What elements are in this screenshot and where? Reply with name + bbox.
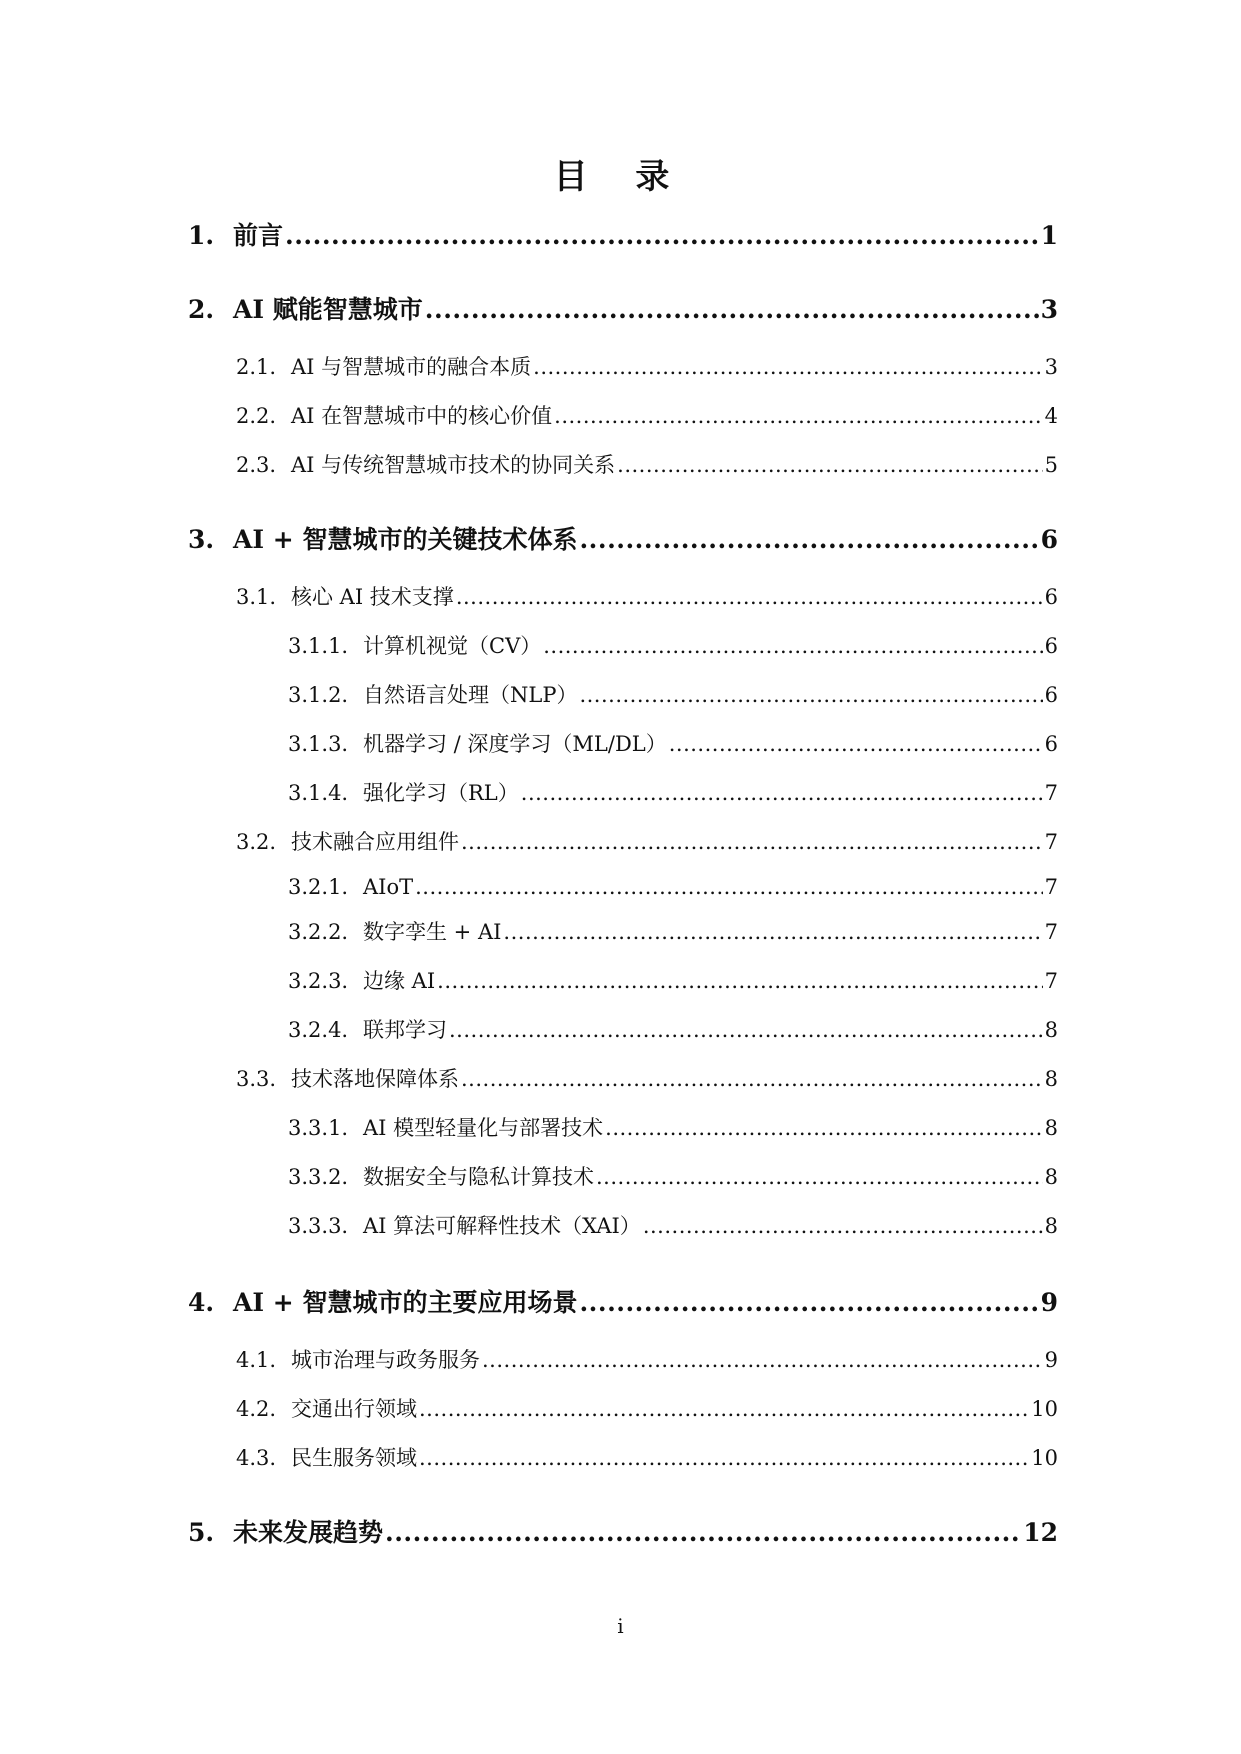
toc-leader-dots: [554, 399, 1042, 433]
toc-entry-3-1-3[interactable]: [288, 727, 1058, 761]
toc-leader-dots: [437, 964, 1042, 998]
toc-leader-dots: [419, 1392, 1029, 1426]
toc-leader-dots: [543, 629, 1042, 663]
toc-entry-page: 8: [1044, 1214, 1058, 1238]
toc-entry-title: AI 在智慧城市中的核心价值: [291, 404, 553, 428]
toc-entry-2-2[interactable]: [236, 399, 1058, 433]
toc-entry-page: 6: [1040, 525, 1058, 554]
toc-entry-title: AI + 智慧城市的主要应用场景: [233, 1288, 578, 1317]
toc-entry-title: 联邦学习: [363, 1018, 447, 1042]
toc-leader-dots: [385, 1513, 1021, 1553]
toc-entry-3-1-4[interactable]: [288, 776, 1058, 810]
toc-entry-title: 民生服务领域: [291, 1446, 417, 1470]
toc-entry-3-2-2[interactable]: [288, 915, 1058, 949]
toc-entry-title: 技术融合应用组件: [291, 830, 459, 854]
toc-entry-title: 边缘 AI: [363, 969, 436, 993]
toc-entry-3-2-1[interactable]: [288, 870, 1058, 904]
toc-entry-page: 6: [1044, 585, 1058, 609]
toc-entry-number: 3.1.1.: [288, 634, 349, 658]
toc-entry-4[interactable]: [188, 1283, 1058, 1323]
toc-entry-number: 4.2.: [236, 1397, 277, 1421]
toc-leader-dots: [415, 870, 1043, 904]
toc-entry-page: 12: [1023, 1518, 1058, 1547]
toc-leader-dots: [579, 520, 1038, 560]
toc-entry-title: 数据安全与隐私计算技术: [363, 1165, 594, 1189]
page-title: 目 录: [553, 157, 688, 197]
toc-leader-dots: [643, 1209, 1043, 1243]
toc-entry-page: 8: [1044, 1165, 1058, 1189]
toc-entry-number: 4.: [188, 1288, 215, 1317]
toc-entry-page: 3: [1040, 295, 1058, 324]
toc-entry-5[interactable]: [188, 1513, 1058, 1553]
toc-entry-title: 未来发展趋势: [233, 1518, 384, 1547]
toc-leader-dots: [503, 915, 1042, 949]
page-number: i: [617, 1614, 624, 1638]
toc-leader-dots: [456, 580, 1043, 614]
toc-entry-title: 数字孪生 + AI: [363, 920, 502, 944]
toc-entry-3-3[interactable]: [236, 1062, 1058, 1096]
toc-leader-dots: [449, 1013, 1043, 1047]
toc-leader-dots: [579, 678, 1042, 712]
toc-entry-number: 3.2.4.: [288, 1018, 349, 1042]
toc-leader-dots: [461, 825, 1043, 859]
toc-leader-dots: [425, 290, 1039, 330]
toc-entry-number: 3.3.2.: [288, 1165, 349, 1189]
toc-entry-title: 技术落地保障体系: [291, 1067, 459, 1091]
toc-entry-number: 3.2.1.: [288, 875, 349, 899]
toc-leader-dots: [521, 776, 1043, 810]
toc-entry-4-3[interactable]: [236, 1441, 1058, 1475]
toc-entry-title: AI 算法可解释性技术（XAI）: [363, 1214, 641, 1238]
toc-leader-dots: [596, 1160, 1043, 1194]
toc-entry-number: 2.: [188, 295, 215, 324]
toc-entry-page: 7: [1044, 920, 1058, 944]
toc-entry-page: 6: [1044, 634, 1058, 658]
toc-entry-3-2[interactable]: [236, 825, 1058, 859]
toc-entry-page: 6: [1044, 732, 1058, 756]
toc-entry-title: AIoT: [363, 875, 414, 899]
toc-entry-page: 7: [1044, 830, 1058, 854]
toc-entry-3-1[interactable]: [236, 580, 1058, 614]
toc-entry-1[interactable]: [188, 216, 1058, 256]
toc-entry-page: 9: [1044, 1348, 1058, 1372]
toc-entry-number: 3.3.: [236, 1067, 277, 1091]
toc-entry-page: 4: [1044, 404, 1058, 428]
toc-entry-number: 2.3.: [236, 453, 277, 477]
toc-leader-dots: [285, 216, 1039, 256]
toc-entry-title: AI 赋能智慧城市: [233, 295, 423, 324]
toc-entry-number: 4.3.: [236, 1446, 277, 1470]
toc-entry-number: 2.1.: [236, 355, 277, 379]
toc-entry-3-2-4[interactable]: [288, 1013, 1058, 1047]
toc-entry-page: 7: [1044, 969, 1058, 993]
toc-entry-title: 机器学习 / 深度学习（ML/DL）: [363, 732, 667, 756]
toc-entry-title: AI 与智慧城市的融合本质: [291, 355, 532, 379]
toc-leader-dots: [669, 727, 1043, 761]
toc-entry-2-1[interactable]: [236, 350, 1058, 384]
toc-entry-number: 3.2.3.: [288, 969, 349, 993]
toc-entry-3-1-1[interactable]: [288, 629, 1058, 663]
toc-leader-dots: [419, 1441, 1029, 1475]
toc-entry-2-3[interactable]: [236, 448, 1058, 482]
toc-entry-number: 3.1.4.: [288, 781, 349, 805]
toc-entry-page: 10: [1031, 1446, 1058, 1470]
toc-entry-page: 3: [1044, 355, 1058, 379]
toc-entry-page: 8: [1044, 1116, 1058, 1140]
toc-entry-page: 5: [1044, 453, 1058, 477]
toc-entry-number: 5.: [188, 1518, 215, 1547]
toc-entry-title: AI 与传统智慧城市技术的协同关系: [291, 453, 616, 477]
toc-entry-page: 9: [1040, 1288, 1058, 1317]
toc-leader-dots: [461, 1062, 1043, 1096]
toc-entry-title: 自然语言处理（NLP）: [363, 683, 578, 707]
toc-entry-number: 3.2.: [236, 830, 277, 854]
toc-entry-number: 4.1.: [236, 1348, 277, 1372]
toc-entry-page: 7: [1044, 781, 1058, 805]
toc-entry-3-3-3[interactable]: [288, 1209, 1058, 1243]
toc-leader-dots: [605, 1111, 1042, 1145]
toc-entry-title: 核心 AI 技术支撑: [291, 585, 454, 609]
toc-entry-page: 8: [1044, 1018, 1058, 1042]
toc-entry-page: 10: [1031, 1397, 1058, 1421]
toc-entry-page: 6: [1044, 683, 1058, 707]
toc-entry-title: 城市治理与政务服务: [291, 1348, 480, 1372]
toc-entry-page: 7: [1044, 875, 1058, 899]
toc-entry-3[interactable]: [188, 520, 1058, 560]
toc-leader-dots: [533, 350, 1042, 384]
toc-entry-4-2[interactable]: [236, 1392, 1058, 1426]
toc-entry-number: 3.2.2.: [288, 920, 349, 944]
toc-entry-3-1-2[interactable]: [288, 678, 1058, 712]
toc-leader-dots: [579, 1283, 1038, 1323]
toc-entry-number: 3.3.3.: [288, 1214, 349, 1238]
toc-entry-4-1[interactable]: [236, 1343, 1058, 1377]
toc-entry-3-3-2[interactable]: [288, 1160, 1058, 1194]
toc-entry-2[interactable]: [188, 290, 1058, 330]
toc-entry-title: 前言: [233, 221, 284, 250]
toc-entry-number: 3.1.: [236, 585, 277, 609]
toc-entry-title: 强化学习（RL）: [363, 781, 519, 805]
toc-entry-title: AI 模型轻量化与部署技术: [363, 1116, 604, 1140]
toc-entry-title: AI + 智慧城市的关键技术体系: [233, 525, 578, 554]
toc-entry-title: 计算机视觉（CV）: [363, 634, 542, 658]
toc-entry-number: 2.2.: [236, 404, 277, 428]
toc-entry-page: 1: [1040, 221, 1058, 250]
toc-entry-page: 8: [1044, 1067, 1058, 1091]
toc-entry-3-2-3[interactable]: [288, 964, 1058, 998]
toc-entry-number: 3.1.3.: [288, 732, 349, 756]
toc-leader-dots: [617, 448, 1042, 482]
toc-entry-number: 3.1.2.: [288, 683, 349, 707]
toc-entry-number: 3.3.1.: [288, 1116, 349, 1140]
toc-entry-3-3-1[interactable]: [288, 1111, 1058, 1145]
toc-leader-dots: [482, 1343, 1043, 1377]
toc-entry-title: 交通出行领域: [291, 1397, 417, 1421]
toc-entry-number: 1.: [188, 221, 215, 250]
toc-entry-number: 3.: [188, 525, 215, 554]
